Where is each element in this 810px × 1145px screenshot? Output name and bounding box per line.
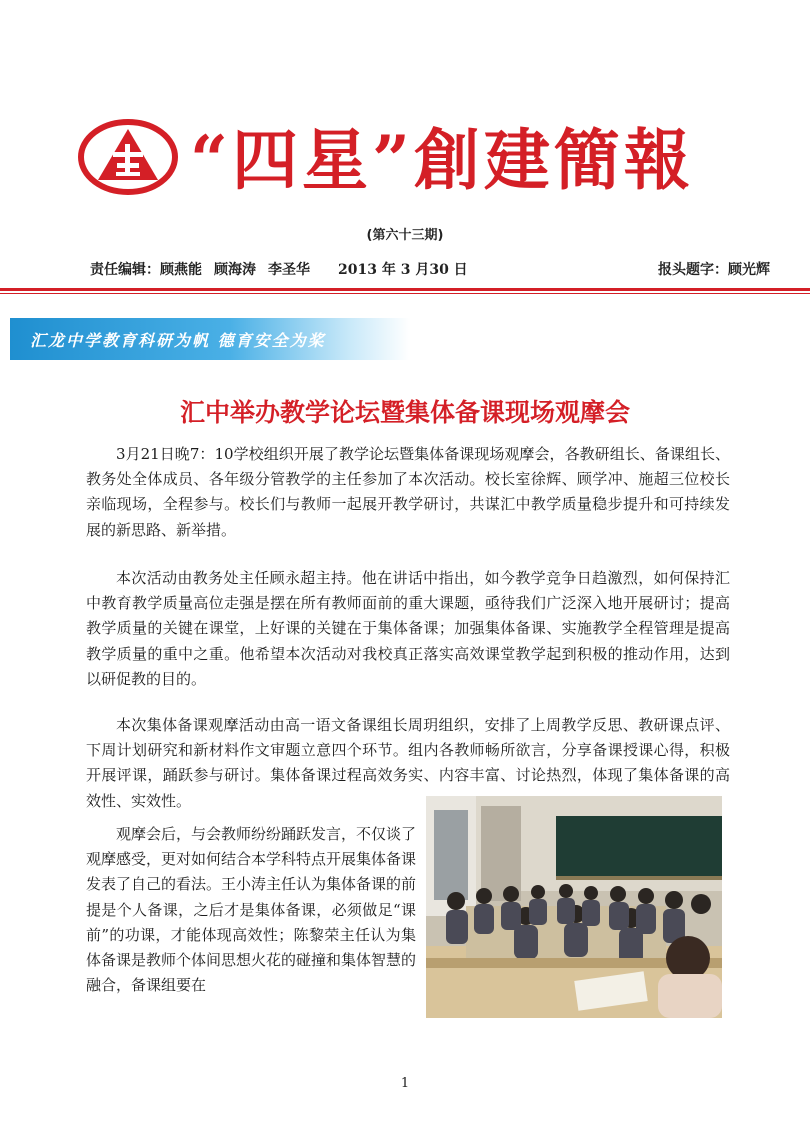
editor-line bbox=[90, 259, 770, 281]
article-paragraph: 本次活动由教务处主任顾永超主持。他在讲话中指出，如今教学竞争日趋激烈，如何保持汇中教育教学质量高位走强是摆在所有教师面前的重大课题，亟待我们广泛深入地开展研讨；提高教学质量的关键在课堂，上好课的关键在于集体备课；加强集体备课、实施教学全程管理是提高教学质量的重中之重。他希望本次活动对我校真正落实高效课堂教学起到积极的推动作用，达到以研促教的目的。 bbox=[86, 569, 730, 688]
school-emblem-icon bbox=[78, 118, 178, 196]
editors-label: 责任编辑： bbox=[90, 262, 160, 278]
article-paragraph: 3月21日晚7：10学校组织开展了教学论坛暨集体备课现场观摩会，各教研组长、备课组长、教务处全体成员、各年级分管教学的主任参加了本次活动。校长室徐辉、顾学冲、施超三位校长亲临现场，全程参与。校长们与教师一起展开教学研讨，共谋汇中教学质量稳步提升和可持续发展的新思路、新举措。 bbox=[86, 445, 730, 539]
slogan-banner bbox=[10, 318, 410, 360]
calligraphy-label: 报头题字： bbox=[658, 262, 728, 278]
slogan-text: 汇龙中学教育科研为帆 德育安全为桨 bbox=[30, 331, 326, 350]
issue-number: (第六十三期) bbox=[366, 228, 444, 243]
calligraphy-credit bbox=[658, 259, 770, 279]
issue-date: 2013 年 3 月30 日 bbox=[338, 262, 468, 278]
meeting-photo bbox=[426, 796, 722, 1018]
calligraphy-author: 顾光辉 bbox=[728, 262, 770, 278]
editor-group bbox=[90, 259, 468, 279]
editor-name: 顾燕能 bbox=[160, 262, 202, 278]
newsletter-title: “四星”創建簡報 bbox=[190, 121, 694, 199]
header-rule-thin bbox=[0, 293, 810, 294]
meeting-photo-illustration bbox=[426, 796, 722, 1018]
article-paragraph: 观摩会后，与会教师纷纷踊跃发言，不仅谈了观摩感受，更对如何结合本学科特点开展集体备课发表了自己的看法。王小涛主任认为集体备课的前提是个人备课，之后才是集体备课，必须做足“课前”的功课，才能体现高效性；陈黎荣主任认为集体备课是教师个体间思想火花的碰撞和集体智慧的融合，备课组要在 bbox=[86, 825, 417, 995]
editor-name: 顾海涛 bbox=[214, 262, 256, 278]
masthead bbox=[0, 0, 810, 300]
header-rule bbox=[0, 288, 810, 291]
page-number: 1 bbox=[400, 1076, 410, 1091]
editor-name: 李圣华 bbox=[268, 262, 310, 278]
article-title: 汇中举办教学论坛暨集体备课现场观摩会 bbox=[179, 398, 630, 427]
article-paragraph: 本次集体备课观摩活动由高一语文备课组长周玥组织，安排了上周教学反思、教研课点评、下周计划研究和新材料作文审题立意四个环节。组内各教师畅所欲言，分享备课授课心得，积极开展评课，踊跃参与研讨。集体备课过程高效务实、内容丰富、讨论热烈，体现了集体备课的高效性、实效性。 bbox=[86, 716, 730, 810]
